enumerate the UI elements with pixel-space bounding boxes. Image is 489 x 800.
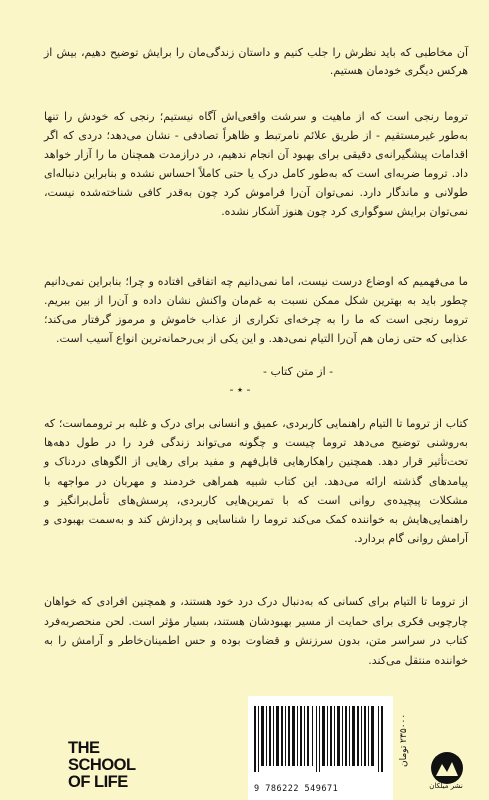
logo-line-2: SCHOOL [68, 756, 136, 774]
excerpt-source: - از متن کتاب - [263, 365, 334, 378]
isbn-number: 9 786222 549671 [254, 784, 339, 794]
publisher-name: نشر میلکان [429, 782, 463, 790]
excerpt-paragraph-1: تروما رنجی است که از ماهیت و سرشت واقعی‌اش آگاه نیستیم؛ رنجی که خودش را تنها به‌طور غیرمستقیم - از طریق علائم نامرتبط و ظاهراً تصادفی - نشان می‌دهد؛ دردی که اگر اقدامات پیشگیرانه‌ی دقیقی برای بهبود آن انجام ندهیم، در درازمدت همچنان ما را آزار خواهد داد. تروما ضربه‌ای است که به‌طور کامل درک یا حتی کاملاً احساس نشده و بنابراین دنباله‌ای طولانی و ماندگار دارد. نمی‌توان آن‌را فراموش کرد چون به‌قدر کافی شناخته‌شده نیست، نمی‌توان برایش سوگواری کرد چون هنوز آشکار نشده. [44, 110, 468, 218]
barcode-bars [254, 706, 388, 772]
price-label: ۲۳۵۰۰۰ تومان [399, 713, 409, 767]
logo-line-1: THE [68, 739, 100, 757]
excerpt-paragraph-2: ما می‌فهمیم که اوضاع درست نیست، اما نمی‌دانیم چه اتفاقی افتاده و چرا؛ بنابراین نمی‌دانیم چطور باید به بهترین شکل ممکن نسبت به غم‌مان واکنش نشان داده و آن‌را از بین ببریم. تروما رنجی است که ما را به چرخه‌ای تکراری از عذاب خاموش و مرموز گرفتار می‌کند؛ عذابی که حتی زمان هم آن‌را التیام نمی‌دهد. و این یکی از بی‌رحمانه‌ترین انواع آسیب است. [44, 275, 468, 345]
school-of-life-logo [68, 740, 136, 791]
intro-paragraph: آن مخاطبی که باید نظرش را جلب کنیم و داستان زندگی‌مان را برایش توضیح دهیم، بیش از هرکس دیگری خودمان هستیم. [44, 46, 468, 77]
logo-line-3: OF LIFE [68, 773, 128, 791]
description-paragraph-1: کتاب از تروما تا التیام راهنمایی کاربردی، عمیق و انسانی برای درک و غلبه بر ترومماست؛ که به‌روشنی توضیح می‌دهد تروما چیست و چگونه می‌تواند زندگی فرد را در طول دهه‌ها تحت‌تأثیر قرار دهد. همچنین راهکارهایی قابل‌فهم و مفید برای رهایی از الگوهای دردناک و پیامدهای گذشته ارائه می‌دهد. این کتاب شبیه همراهی خردمند و مهربان در مواجهه با مشکلات پیچیده‌ی روانی است که با تمرین‌هایی کاربردی، پرسش‌های تأمل‌برانگیز و راهنمایی‌هایش به خواننده کمک می‌کند تروما را شناسایی و پردازش کند و به‌سمت بهبودی و آرامش روانی گام بردارد. [44, 417, 468, 546]
section-divider: - ٭ - [229, 383, 251, 396]
description-paragraph-2: از تروما تا التیام برای کسانی که به‌دنبال درک درد خود هستند، و همچنین افرادی که خواهان چارچوبی فکری برای حمایت از مسیر بهبودشان هستند، بسیار مؤثر است. لحن منحصربه‌فرد کتاب در سراسر متن، بدون سرزنش و قضاوت بوده و حس اطمینان‌خاطر و آرامش را به خواننده منتقل می‌کند. [44, 595, 468, 667]
isbn-barcode [248, 696, 393, 800]
